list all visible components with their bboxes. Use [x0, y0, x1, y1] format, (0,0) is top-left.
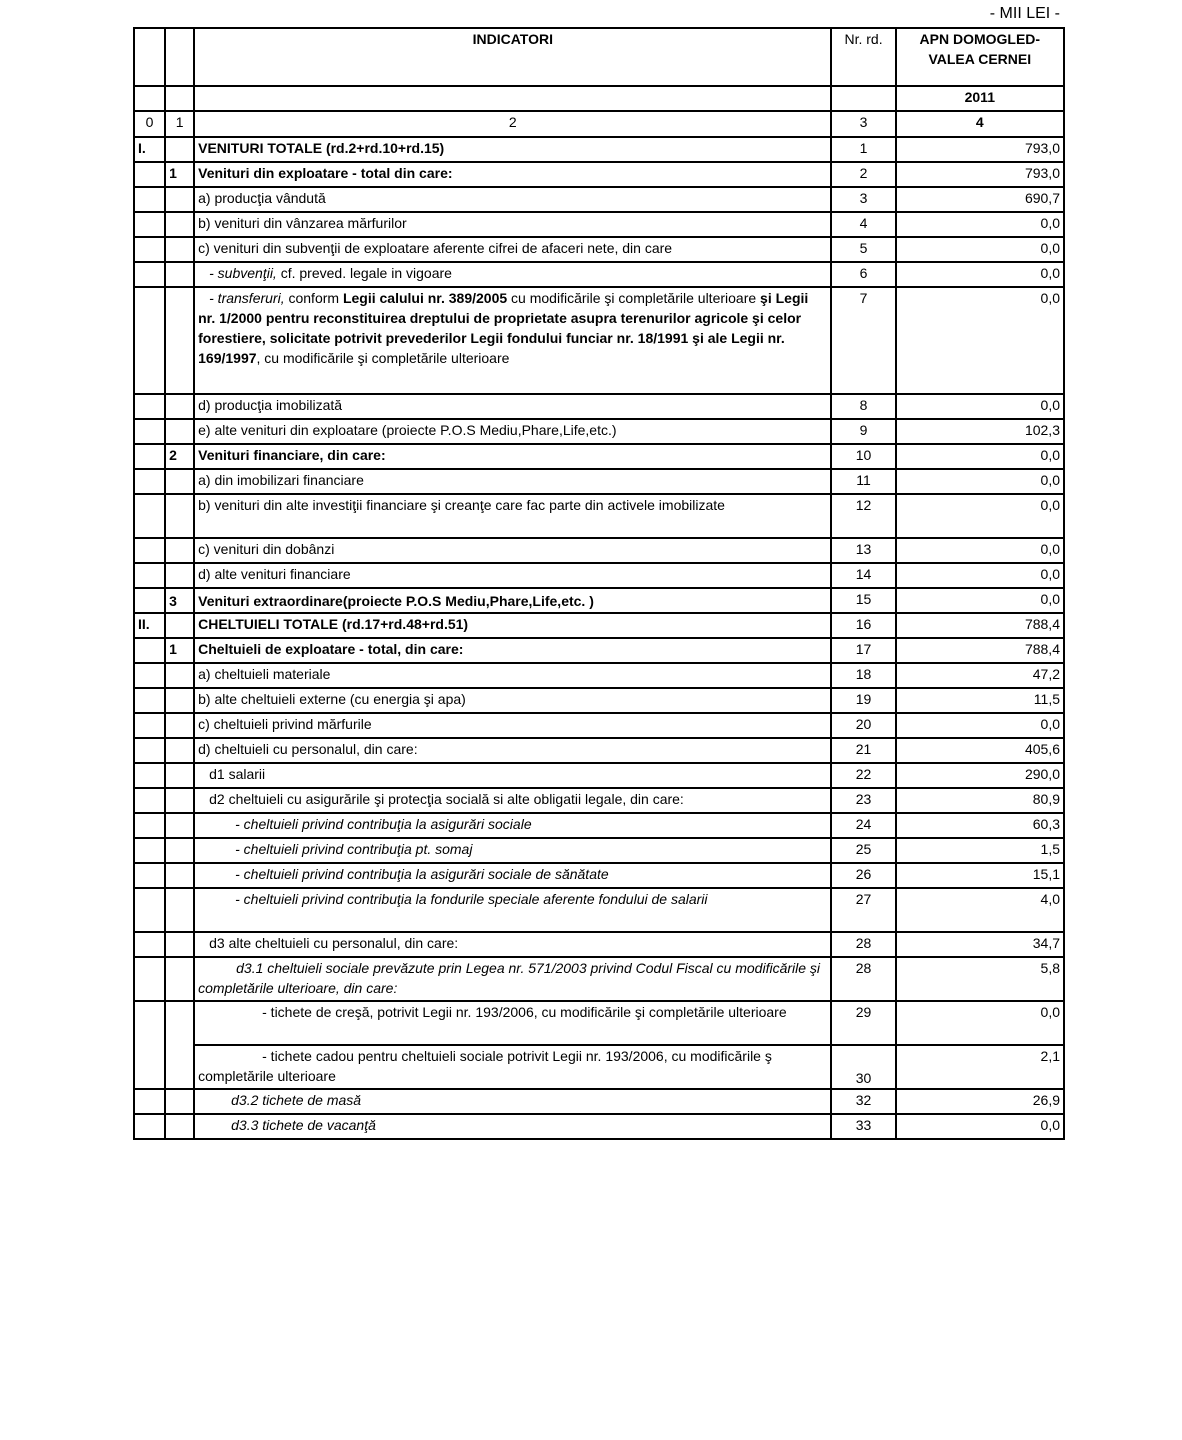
- section-code: [134, 187, 165, 212]
- table-row: [134, 713, 1064, 738]
- table-row: [134, 738, 1064, 763]
- transfer-law-bold-2: şi Legii nr. 1/2000 pentru reconstituirea dreptului de proprietate asupra terenurilor agricole şi celor forestiere, solicitate potrivit prevederilor Legii fondului funciar nr. 18/1991 şi ale Legii nr. 169/1997: [198, 290, 809, 366]
- transfer-tail: cu modificările şi completările ulterioare: [507, 290, 757, 306]
- row-value: 0,0: [896, 494, 1064, 538]
- indicator-label: VENITURI TOTALE (rd.2+rd.10+rd.15): [194, 137, 831, 162]
- section-code: I.: [134, 137, 165, 162]
- row-number: 6: [831, 262, 895, 287]
- row-number: 13: [831, 538, 895, 563]
- row-number: 27: [831, 888, 895, 932]
- table-row: [134, 137, 1064, 162]
- section-code: [134, 469, 165, 494]
- table-row: [134, 688, 1064, 713]
- table-row: [134, 287, 1064, 394]
- indicator-label-text: d3.1 cheltuieli sociale prevăzute prin Legea nr. 571/2003 privind Codul Fiscal cu modificările şi completările ulterioare, din care:: [198, 960, 821, 996]
- section-code: [134, 394, 165, 419]
- subsection-code: [165, 237, 194, 262]
- table-row: [134, 663, 1064, 688]
- indicator-label: a) producţia vândută: [194, 187, 831, 212]
- table-row: [134, 1001, 1064, 1045]
- subsection-code: [165, 419, 194, 444]
- indicator-label: CHELTUIELI TOTALE (rd.17+rd.48+rd.51): [194, 613, 831, 638]
- row-value: 290,0: [896, 763, 1064, 788]
- row-value: 34,7: [896, 932, 1064, 957]
- table-row: [134, 538, 1064, 563]
- row-number: 10: [831, 444, 895, 469]
- subsection-code: [165, 494, 194, 538]
- row-number: 32: [831, 1089, 895, 1114]
- indicator-label-text: - tichete de creşă, potrivit Legii nr. 193/2006, cu modificările şi completările ulterioare: [262, 1004, 787, 1020]
- section-code: [134, 738, 165, 763]
- row-value: 1,5: [896, 838, 1064, 863]
- subsection-code: [165, 262, 194, 287]
- row-number: 20: [831, 713, 895, 738]
- indicator-label: d) alte venituri financiare: [194, 563, 831, 588]
- row-value: 11,5: [896, 688, 1064, 713]
- table-row: [134, 469, 1064, 494]
- subsection-code: [165, 888, 194, 932]
- table-row: [134, 419, 1064, 444]
- section-code: [134, 888, 165, 932]
- indicatori-header: INDICATORI: [194, 28, 831, 86]
- section-code: [134, 763, 165, 788]
- table-row: [134, 932, 1064, 957]
- row-value: 0,0: [896, 444, 1064, 469]
- subsection-code: [165, 394, 194, 419]
- table-row: [134, 262, 1064, 287]
- label-italic-part: - subvenţii,: [209, 265, 277, 281]
- subsection-code: [165, 813, 194, 838]
- section-code: [134, 494, 165, 538]
- entity-name-line1: APN DOMOGLED-: [919, 31, 1041, 47]
- row-number: 8: [831, 394, 895, 419]
- entity-header: [896, 28, 1064, 86]
- subsection-code: [165, 538, 194, 563]
- row-number: 24: [831, 813, 895, 838]
- header-row: [134, 28, 1064, 86]
- row-number: 25: [831, 838, 895, 863]
- row-number: 29: [831, 1001, 895, 1045]
- indicator-label: c) cheltuieli privind mărfurile: [194, 713, 831, 738]
- indicator-label: c) venituri din subvenţii de exploatare aferente cifrei de afaceri nete, din care: [194, 237, 831, 262]
- section-code: [134, 444, 165, 469]
- row-number: 14: [831, 563, 895, 588]
- row-value: 0,0: [896, 237, 1064, 262]
- indicator-label: Venituri financiare, din care:: [194, 444, 831, 469]
- row-value: 0,0: [896, 394, 1064, 419]
- section-code: [134, 932, 165, 957]
- indicator-label: d3.2 tichete de masă: [194, 1089, 831, 1114]
- row-value: 0,0: [896, 1114, 1064, 1139]
- row-value: 0,0: [896, 287, 1064, 394]
- table-row: [134, 788, 1064, 813]
- table-row: [134, 237, 1064, 262]
- table-row: [134, 563, 1064, 588]
- indicator-label: d1 salarii: [194, 763, 831, 788]
- label-rest-part: cf. preved. legale in vigoare: [276, 265, 452, 281]
- table-row: [134, 813, 1064, 838]
- row-number: 28: [831, 932, 895, 957]
- row-number: 7: [831, 287, 895, 394]
- row-number: 26: [831, 863, 895, 888]
- table-row: [134, 888, 1064, 932]
- row-value: 26,9: [896, 1089, 1064, 1114]
- indicator-label: - cheltuieli privind contribuţia la fondurile speciale aferente fondului de salarii: [194, 888, 831, 932]
- section-code: [134, 813, 165, 838]
- table-row: [134, 838, 1064, 863]
- col-index: 1: [165, 111, 194, 137]
- subsection-code: [165, 187, 194, 212]
- subsection-code: 1: [165, 638, 194, 663]
- row-number: 33: [831, 1114, 895, 1139]
- indicator-label: - cheltuieli privind contribuţia la asigurări sociale de sănătate: [194, 863, 831, 888]
- indicator-label: Venituri extraordinare(proiecte P.O.S Mediu,Phare,Life,etc. ): [194, 588, 831, 613]
- section-code: [134, 1001, 165, 1089]
- transfer-tail-2: , cu modificările şi completările ulterioare: [256, 350, 510, 366]
- row-value: 405,6: [896, 738, 1064, 763]
- section-code: [134, 638, 165, 663]
- section-code: [134, 262, 165, 287]
- subsection-code: 3: [165, 588, 194, 613]
- entity-name-line2: VALEA CERNEI: [928, 51, 1032, 67]
- unit-label: - MII LEI -: [989, 5, 1060, 22]
- subsection-code: [165, 788, 194, 813]
- section-code: [134, 563, 165, 588]
- transfer-law-bold: Legii calului nr. 389/2005: [342, 290, 508, 306]
- indicator-label: d) producţia imobilizată: [194, 394, 831, 419]
- row-number: 11: [831, 469, 895, 494]
- table-row: [134, 613, 1064, 638]
- financial-table: [133, 27, 1065, 1140]
- header-empty-cell: [134, 28, 165, 86]
- row-value: 0,0: [896, 588, 1064, 613]
- table-row: [134, 394, 1064, 419]
- subsection-code: [165, 838, 194, 863]
- subsection-code: 1: [165, 162, 194, 187]
- table-row: [134, 1089, 1064, 1114]
- row-number: 5: [831, 237, 895, 262]
- section-code: [134, 419, 165, 444]
- subsection-code: [165, 932, 194, 957]
- row-number: 9: [831, 419, 895, 444]
- subsection-code: [165, 738, 194, 763]
- row-value: 47,2: [896, 663, 1064, 688]
- table-row: [134, 1114, 1064, 1139]
- section-code: [134, 162, 165, 187]
- row-value: 793,0: [896, 137, 1064, 162]
- section-code: [134, 863, 165, 888]
- row-value: 0,0: [896, 563, 1064, 588]
- subsection-code: [165, 1089, 194, 1114]
- row-value: 0,0: [896, 262, 1064, 287]
- row-number: 16: [831, 613, 895, 638]
- col-index: 3: [831, 111, 895, 137]
- row-value: 788,4: [896, 638, 1064, 663]
- section-code: [134, 538, 165, 563]
- indicator-label: - cheltuieli privind contribuţia la asigurări sociale: [194, 813, 831, 838]
- row-value: 0,0: [896, 469, 1064, 494]
- row-value: 102,3: [896, 419, 1064, 444]
- section-code: [134, 838, 165, 863]
- col-index: 4: [896, 111, 1064, 137]
- subsection-code: [165, 713, 194, 738]
- indicator-label: Cheltuieli de exploatare - total, din care:: [194, 638, 831, 663]
- indicator-label: e) alte venituri din exploatare (proiecte P.O.S Mediu,Phare,Life,etc.): [194, 419, 831, 444]
- row-number: 28: [831, 957, 895, 1001]
- row-value: 4,0: [896, 888, 1064, 932]
- row-number: 19: [831, 688, 895, 713]
- row-number: 3: [831, 187, 895, 212]
- subsection-code: [165, 863, 194, 888]
- subsection-code: [165, 137, 194, 162]
- row-value: 0,0: [896, 212, 1064, 237]
- indicator-label: d3.3 tichete de vacanţă: [194, 1114, 831, 1139]
- section-code: [134, 957, 165, 1001]
- subsection-code: [165, 957, 194, 1001]
- table-row: [134, 494, 1064, 538]
- transfer-mid: conform: [284, 290, 343, 306]
- table-row: [134, 763, 1064, 788]
- section-code: [134, 788, 165, 813]
- subsection-code: [165, 469, 194, 494]
- indicator-label: d3 alte cheltuieli cu personalul, din care:: [194, 932, 831, 957]
- table-row: [134, 187, 1064, 212]
- row-value: 793,0: [896, 162, 1064, 187]
- indicator-label: a) din imobilizari financiare: [194, 469, 831, 494]
- indicator-label: d) cheltuieli cu personalul, din care:: [194, 738, 831, 763]
- subsection-code: 2: [165, 444, 194, 469]
- indicator-label: b) venituri din alte investiţii financiare şi creanţe care fac parte din activele imobilizate: [194, 494, 831, 538]
- subsection-code: [165, 763, 194, 788]
- section-code: [134, 663, 165, 688]
- row-number: 23: [831, 788, 895, 813]
- section-code: [134, 713, 165, 738]
- row-value: 690,7: [896, 187, 1064, 212]
- row-number: 21: [831, 738, 895, 763]
- section-code: [134, 1114, 165, 1139]
- subsection-code: [165, 563, 194, 588]
- year-row: [134, 86, 1064, 111]
- row-number: 1: [831, 137, 895, 162]
- row-number: 15: [831, 588, 895, 613]
- column-index-row: [134, 111, 1064, 137]
- indicator-label-text: - tichete cadou pentru cheltuieli sociale potrivit Legii nr. 193/2006, cu modificările ş completările ulterioare: [198, 1048, 772, 1084]
- row-number: 17: [831, 638, 895, 663]
- indicator-label: [194, 262, 831, 287]
- table-row: [134, 1045, 1064, 1089]
- row-value: 15,1: [896, 863, 1064, 888]
- table-row: [134, 212, 1064, 237]
- table-row: [134, 444, 1064, 469]
- row-value: 2,1: [896, 1045, 1064, 1089]
- subsection-code: [165, 613, 194, 638]
- subsection-code: [165, 663, 194, 688]
- row-number: 4: [831, 212, 895, 237]
- subsection-code: [165, 287, 194, 394]
- row-value: 80,9: [896, 788, 1064, 813]
- indicator-label: [194, 1045, 831, 1089]
- subsection-code: [165, 688, 194, 713]
- indicator-label: d2 cheltuieli cu asigurările şi protecţia socială si alte obligatii legale, din care:: [194, 788, 831, 813]
- subsection-code: [165, 1114, 194, 1139]
- row-number: 12: [831, 494, 895, 538]
- section-code: [134, 287, 165, 394]
- section-code: [134, 237, 165, 262]
- col-index: 2: [194, 111, 831, 137]
- section-code: [134, 688, 165, 713]
- subsection-code: [165, 1001, 194, 1089]
- transfer-italic: - transferuri,: [209, 290, 285, 306]
- col-index: 0: [134, 111, 165, 137]
- row-value: 5,8: [896, 957, 1064, 1001]
- indicator-label: a) cheltuieli materiale: [194, 663, 831, 688]
- header-empty-cell: [165, 28, 194, 86]
- indicator-label: Venituri din exploatare - total din care:: [194, 162, 831, 187]
- indicator-label: b) alte cheltuieli externe (cu energia şi apa): [194, 688, 831, 713]
- table-row: [134, 638, 1064, 663]
- section-code: [134, 1089, 165, 1114]
- row-value: 60,3: [896, 813, 1064, 838]
- indicator-label: b) venituri din vânzarea mărfurilor: [194, 212, 831, 237]
- table-row: [134, 957, 1064, 1001]
- row-number: 18: [831, 663, 895, 688]
- table-row: [134, 162, 1064, 187]
- year-header: 2011: [896, 86, 1064, 111]
- indicator-label: [194, 287, 831, 394]
- table-row: [134, 588, 1064, 613]
- table-row: [134, 863, 1064, 888]
- indicator-label: - cheltuieli privind contribuţia pt. somaj: [194, 838, 831, 863]
- section-code: II.: [134, 613, 165, 638]
- row-number: 30: [831, 1045, 895, 1089]
- subsection-code: [165, 212, 194, 237]
- row-value: 788,4: [896, 613, 1064, 638]
- section-code: [134, 588, 165, 613]
- indicator-label: [194, 1001, 831, 1045]
- nr-rd-header: Nr. rd.: [831, 28, 895, 86]
- indicator-label: [194, 957, 831, 1001]
- row-number: 2: [831, 162, 895, 187]
- row-value: 0,0: [896, 713, 1064, 738]
- section-code: [134, 212, 165, 237]
- row-value: 0,0: [896, 538, 1064, 563]
- row-value: 0,0: [896, 1001, 1064, 1045]
- row-number: 22: [831, 763, 895, 788]
- indicator-label: c) venituri din dobânzi: [194, 538, 831, 563]
